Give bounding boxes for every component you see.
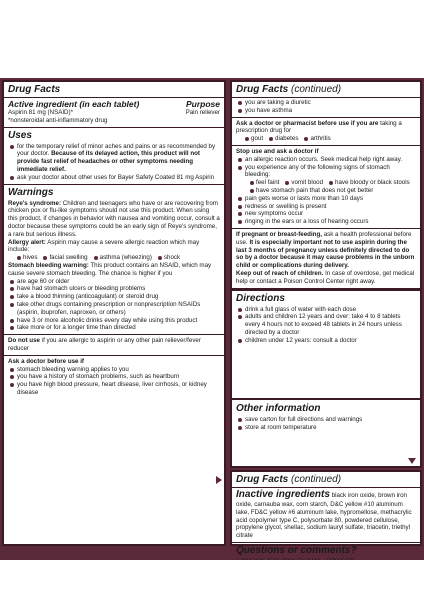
panel-title: Drug Facts (continued) [232, 84, 420, 98]
ask-pharmacist-items [236, 135, 416, 143]
ingredient-purpose: Pain reliever [185, 109, 220, 116]
ingredient-footnote: *nonsteroidal anti-inflammatory drug [8, 116, 108, 124]
stop-use-title: Stop use and ask a doctor if [236, 147, 319, 155]
panel-title: Drug Facts (continued) [232, 474, 420, 488]
active-ingredient-row [8, 109, 220, 117]
bottom-background [0, 560, 424, 600]
bleeding-sign: have stomach pain that does not get better [250, 187, 373, 195]
drug-facts-panel-continued [230, 470, 422, 556]
drug-facts-panel-left [2, 80, 226, 546]
warnings-title: Warnings [8, 186, 54, 198]
ask-pharmacist: Ask a doctor or pharmacist before use if you are taking a prescription drug for [236, 119, 402, 135]
condition-item: arthritis [304, 135, 330, 143]
stop-use-item: redness or swelling is present [236, 203, 416, 211]
stomach-item: take more or for a longer time than directed [8, 324, 220, 332]
do-not-use: Do not use if you are allergic to aspirin or any other pain reliever/fever reducer [8, 337, 201, 352]
stomach-item: have 3 or more alcoholic drinks every day while using this product [8, 317, 220, 325]
continue-arrow-icon [216, 476, 222, 484]
continue-down-arrow-icon [408, 458, 416, 464]
purpose-title: Purpose [185, 99, 220, 109]
other-info-item: save carton for full directions and warnings [236, 416, 416, 424]
pregnancy-warning: If pregnant or breast-feeding, ask a health professional before use. It is especially important not to use aspirin during the last 3 months of pregnancy unless definitely directed to do so by a doctor because it may cause problems in the unborn child or complications during delivery. [236, 230, 415, 270]
other-info-title: Other information [236, 403, 321, 414]
uses-item: for the temporary relief of minor aches and pains or as recommended by your doctor. Because of its delayed action, this product will not provide fast relief of headaches or other symptoms needing immediate relief. [8, 143, 220, 174]
directions-title: Directions [236, 292, 285, 304]
stop-use-item: new symptoms occur [236, 210, 416, 218]
bleeding-signs [236, 179, 416, 195]
ask-doctor-item: you have a history of stomach problems, such as heartburn [8, 373, 220, 381]
allergy-item: asthma (wheezing) [94, 254, 152, 262]
uses-title: Uses [8, 129, 32, 141]
stop-use-item: pain gets worse or lasts more than 10 days [236, 195, 416, 203]
active-ingredient-heading [8, 99, 220, 109]
condition-item: gout [245, 135, 263, 143]
direction-item: children under 12 years: consult a doctor [236, 337, 416, 345]
stop-use-item: an allergic reaction occurs. Seek medical help right away. [236, 156, 416, 164]
allergy-items [8, 254, 220, 262]
ask-doctor-title: Ask a doctor before use if [8, 357, 84, 365]
uses-item: ask your doctor about other uses for Bayer Safety Coated 81 mg Aspirin [8, 174, 220, 182]
allergy-item: hives [17, 254, 37, 262]
direction-item: adults and children 12 years and over: take 4 to 8 tablets every 4 hours not to exceed 48 tablets in 24 hours unless directed by a doctor [236, 313, 416, 336]
ask-doctor-item: you are taking a diuretic [236, 99, 416, 107]
ask-doctor-item: you have asthma [236, 107, 416, 115]
allergy-item: facial swelling [43, 254, 87, 262]
stop-use-item: ringing in the ears or a loss of hearing occurs [236, 218, 416, 226]
bleeding-sign: vomit blood [285, 179, 323, 187]
stomach-item: take a blood thinning (anticoagulant) or steroid drug [8, 293, 220, 301]
condition-item: diabetes [269, 135, 298, 143]
drug-facts-panel-right [230, 80, 422, 400]
bleeding-sign: feel faint [250, 179, 279, 187]
other-information-panel [230, 398, 422, 468]
top-background [0, 0, 424, 78]
questions-title: Questions or comments? [236, 544, 357, 556]
ingredient-name: Aspirin 81 mg (NSAID)* [8, 109, 73, 116]
allergy-alert: Allergy alert: Aspirin may cause a severe allergic reaction which may include: [8, 238, 200, 254]
active-ingredient-title: Active ingredient (in each tablet) [8, 99, 140, 109]
stomach-item: have had stomach ulcers or bleeding problems [8, 285, 220, 293]
ask-doctor-item: you have high blood pressure, heart disease, liver cirrhosis, or kidney disease [8, 381, 220, 397]
stomach-item: take other drugs containing prescription or nonprescription NSAIDs (aspirin, ibuprofen, naproxen, or others) [8, 301, 220, 317]
stomach-item: are age 60 or older [8, 278, 220, 286]
stomach-warning: Stomach bleeding warning: This product contains an NSAID, which may cause severe stomach bleeding. The chance is higher if you [8, 261, 212, 277]
inactive-ingredients: Inactive ingredients black iron oxide, brown iron oxide, carnauba wax, corn starch, D&C yellow #10 aluminum lake, FD&C yellow #6 aluminum lake, hypromellose, methacrylic acid copolymer type C, polysorbate 80, powdered cellulose, propylene glycol, shellac, sodium lauryl sulfate, triacetin, triethyl citrate [236, 489, 412, 540]
other-info-item: store at room temperature [236, 424, 416, 432]
ask-doctor-item: stomach bleeding warning applies to you [8, 366, 220, 374]
direction-item: drink a full glass of water with each dose [236, 306, 416, 314]
bleeding-sign: have bloody or black stools [329, 179, 410, 187]
allergy-item: shock [158, 254, 180, 262]
panel-title: Drug Facts [4, 84, 224, 98]
stop-use-item: you experience any of the following signs of stomach bleeding: [236, 164, 416, 180]
keep-out-of-reach: Keep out of reach of children. In case of overdose, get medical help or contact a Poison Control Center right away. [236, 269, 415, 285]
reye-warning: Reye's syndrome: Children and teenagers who have or are recovering from chicken pox or flu-like symptoms should not use this product. When using this product, if changes in behavior with nausea and vomiting occur, consult a doctor because these symptoms could be an early sign of Reye's syndrome, a rare but serious illness. [8, 199, 220, 238]
